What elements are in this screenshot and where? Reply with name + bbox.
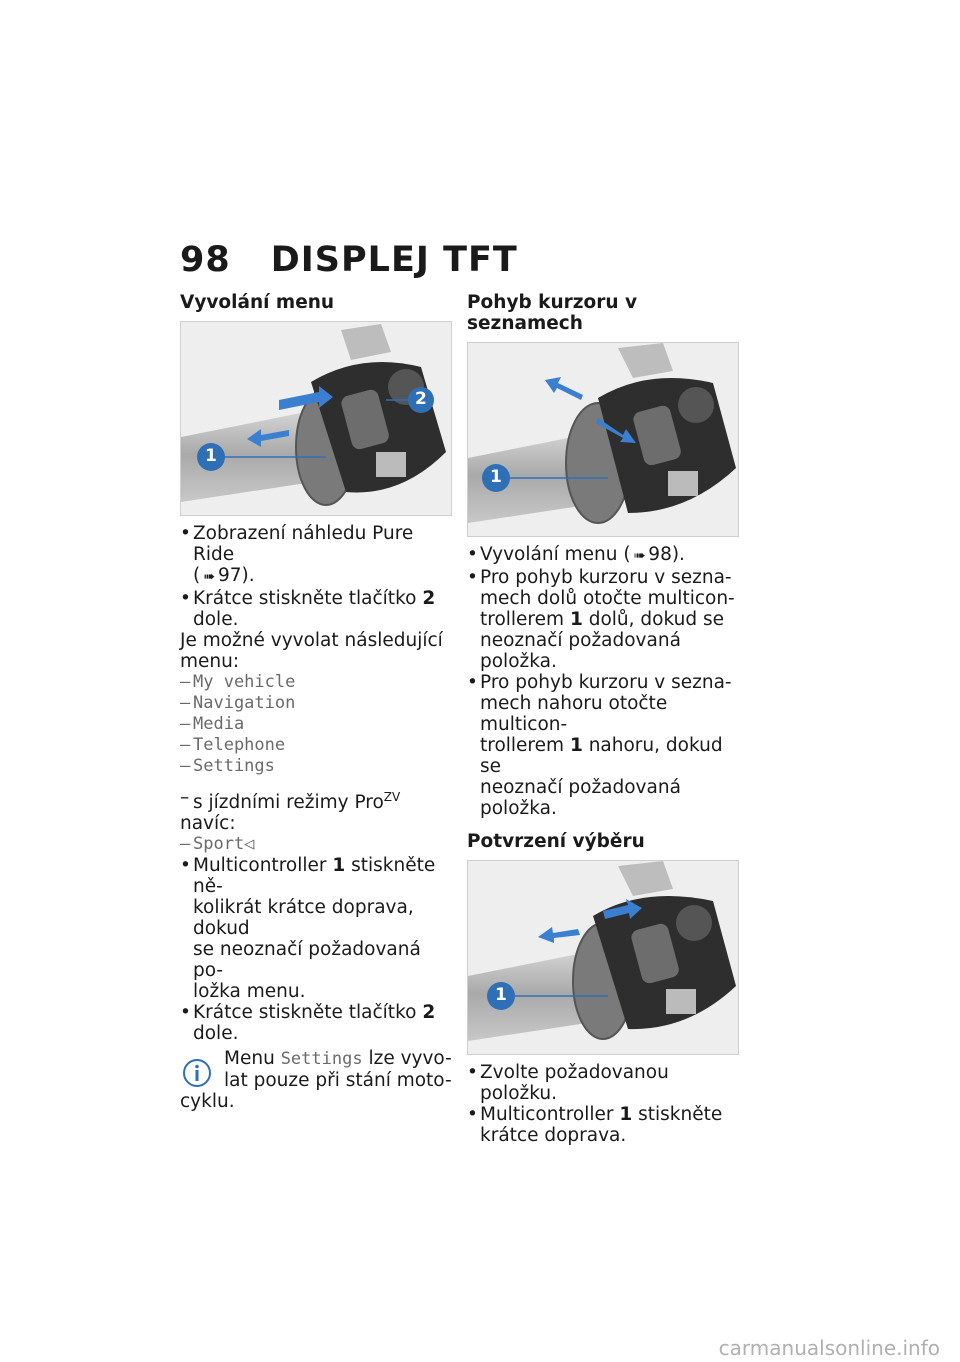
callout-1: 1	[495, 985, 507, 1005]
control-number: 1	[569, 609, 583, 630]
section-heading-confirm: Potvrzení výběru	[467, 831, 645, 852]
section-heading-cursor: Pohyb kurzoru v seznamech	[467, 292, 638, 334]
right-column	[467, 292, 739, 1146]
text: trollerem	[480, 609, 565, 630]
text: stiskněte ně-	[193, 855, 436, 898]
text: neoznačí požadovaná položka.	[480, 630, 681, 672]
control-number: 2	[422, 588, 436, 609]
text: Multicontroller	[480, 1104, 614, 1125]
text: cyklu.	[180, 1091, 235, 1113]
section-heading-menu: Vyvolání menu	[180, 292, 335, 313]
menu-name: Settings	[280, 1049, 363, 1070]
page-number: 98	[180, 240, 231, 280]
callout-2: 2	[415, 389, 427, 409]
text: lat pouze při stání moto-	[224, 1070, 452, 1092]
text: stiskněte	[638, 1104, 723, 1125]
text: krátce doprava.	[480, 1125, 627, 1146]
menu-item: – Media	[180, 714, 452, 735]
page-title: DISPLEJ TFT	[270, 240, 518, 280]
callout-1: 1	[205, 446, 217, 466]
list-item: • Zobrazení náhledu Pure Ride ( ➠ 97).	[180, 523, 452, 588]
list-item	[467, 1104, 739, 1146]
text: kolikrát krátce doprava, dokud	[193, 897, 414, 940]
text: Pro pohyb kurzoru v sezna-	[480, 672, 732, 693]
list-item: • Zvolte požadovanou položku.	[467, 1062, 739, 1104]
page-ref-arrow-icon: ➠	[633, 548, 646, 564]
text: dole.	[193, 609, 239, 630]
text: Je možné vyvolat následující	[180, 630, 443, 651]
text: mech nahoru otočte multicon-	[480, 693, 668, 735]
text: navíc:	[180, 813, 236, 835]
page-header	[180, 240, 518, 280]
page-ref-link[interactable]: 97).	[217, 565, 255, 586]
list-item	[180, 588, 452, 630]
list-item	[467, 544, 739, 567]
text: lze vyvo-	[368, 1048, 452, 1070]
control-number: 2	[422, 1002, 436, 1024]
control-number: 1	[332, 855, 346, 877]
text: Krátce stiskněte tlačítko	[193, 1002, 417, 1024]
info-note	[180, 1048, 452, 1112]
text: trollerem	[480, 735, 565, 756]
menu-item: – Settings	[180, 756, 452, 777]
control-number: 1	[569, 735, 583, 756]
control-number: 1	[619, 1104, 633, 1125]
text: Multicontroller	[193, 855, 327, 877]
callout-1: 1	[490, 467, 502, 487]
text: se neoznačí požadovaná po-	[193, 939, 421, 982]
text: dole.	[193, 1023, 239, 1045]
text: Pro pohyb kurzoru v sezna-	[480, 567, 732, 588]
text: mech dolů otočte multicon-	[480, 588, 735, 609]
text: Vyvolání menu (	[480, 544, 631, 565]
list-item	[180, 1002, 452, 1044]
menu-item: – My vehicle	[180, 672, 452, 693]
page-ref-arrow-icon: ➠	[203, 569, 215, 585]
info-icon	[182, 1058, 212, 1088]
handlebar-figure-menu	[180, 321, 452, 516]
text: Sport	[193, 834, 245, 855]
watermark: carmanualsonline.info	[718, 1336, 940, 1360]
text: Zobrazení náhledu Pure Ride	[193, 523, 414, 565]
text: nahoru, dokud se	[480, 735, 723, 777]
page-ref-link[interactable]: 98).	[648, 544, 685, 565]
menu-item-sport	[180, 834, 452, 855]
paragraph	[180, 630, 452, 672]
text: Krátce stiskněte tlačítko	[193, 588, 417, 609]
ride-modes-note	[180, 787, 452, 813]
text: ložka menu.	[193, 981, 306, 1003]
text: menu:	[180, 651, 240, 672]
text: Menu	[224, 1048, 275, 1070]
text: dolů, dokud se	[588, 609, 724, 630]
option-marker: ZV	[383, 790, 401, 804]
text: neoznačí požadovaná položka.	[480, 777, 681, 819]
menu-item: – Navigation	[180, 693, 452, 714]
menu-item: – Telephone	[180, 735, 452, 756]
text: s jízdními režimy Pro	[193, 792, 384, 814]
list-item	[467, 672, 739, 819]
handlebar-figure-cursor	[467, 342, 739, 537]
handlebar-figure-confirm	[467, 860, 739, 1055]
optional-marker-icon: ◁	[244, 834, 255, 855]
left-column	[180, 292, 452, 1112]
list-item	[180, 855, 452, 1002]
list-item	[467, 567, 739, 672]
